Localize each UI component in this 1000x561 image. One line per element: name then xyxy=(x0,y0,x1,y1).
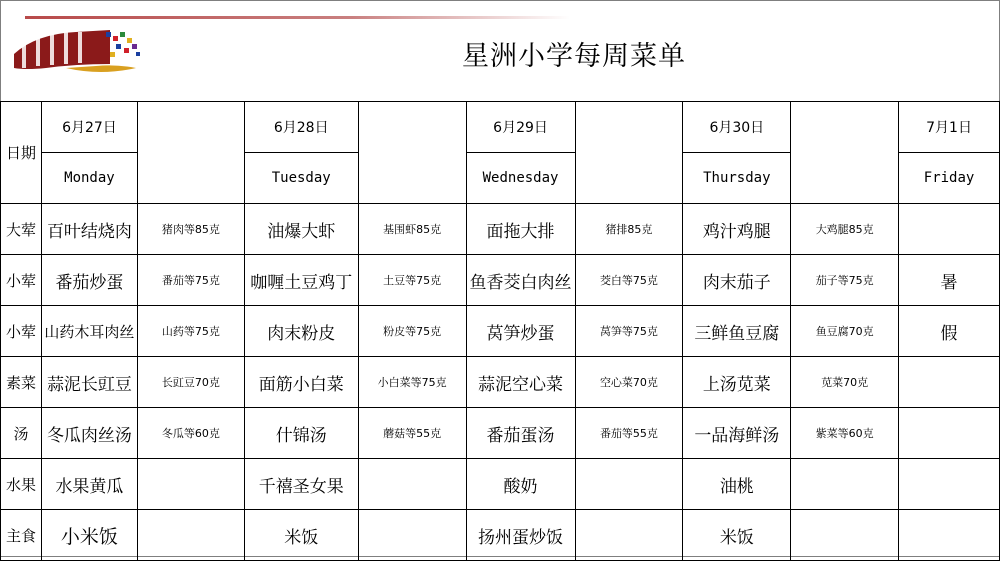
table-row xyxy=(1,408,1000,459)
blank-cell xyxy=(791,510,899,561)
row-label-staple: 主食 xyxy=(1,510,42,561)
dish-cell: 上汤苋菜 xyxy=(683,357,791,408)
dish-cell: 莴笋炒蛋 xyxy=(466,306,575,357)
date-friday: 7月1日 xyxy=(899,102,1000,153)
portion-cell: 基围虾85克 xyxy=(358,204,466,255)
blank-cell xyxy=(358,102,466,204)
row-label-veg: 素菜 xyxy=(1,357,42,408)
dish-cell: 鸡汁鸡腿 xyxy=(683,204,791,255)
date-tuesday: 6月28日 xyxy=(244,102,358,153)
row-label-big-meat: 大荤 xyxy=(1,204,42,255)
row-label-date: 日期 xyxy=(1,102,42,204)
dish-cell: 面筋小白菜 xyxy=(244,357,358,408)
date-row xyxy=(1,102,1000,153)
portion-cell: 山药等75克 xyxy=(137,306,244,357)
dish-cell: 小米饭 xyxy=(41,510,137,561)
dish-cell: 蒜泥空心菜 xyxy=(466,357,575,408)
dish-cell: 山药木耳肉丝 xyxy=(41,306,137,357)
blank-cell xyxy=(575,102,683,204)
weekday-thursday: Thursday xyxy=(683,153,791,204)
dish-cell: 水果黄瓜 xyxy=(41,459,137,510)
dish-cell: 蒜泥长豇豆 xyxy=(41,357,137,408)
portion-cell: 大鸡腿85克 xyxy=(791,204,899,255)
page-title: 星洲小学每周菜单 xyxy=(462,41,686,72)
portion-cell: 小白菜等75克 xyxy=(358,357,466,408)
school-logo xyxy=(6,24,146,76)
dish-cell: 咖喱土豆鸡丁 xyxy=(244,255,358,306)
row-label-fruit: 水果 xyxy=(1,459,42,510)
weekday-tuesday: Tuesday xyxy=(244,153,358,204)
dish-cell: 面拖大排 xyxy=(466,204,575,255)
dish-cell: 千禧圣女果 xyxy=(244,459,358,510)
table-row xyxy=(1,357,1000,408)
row-label-small-meat: 小荤 xyxy=(1,255,42,306)
dish-cell: 百叶结烧肉 xyxy=(41,204,137,255)
blank-cell xyxy=(137,102,244,204)
dish-cell: 油爆大虾 xyxy=(244,204,358,255)
dish-cell: 什锦汤 xyxy=(244,408,358,459)
blank-cell xyxy=(575,459,683,510)
portion-cell: 紫菜等60克 xyxy=(791,408,899,459)
weekday-monday: Monday xyxy=(41,153,137,204)
portion-cell: 茭白等75克 xyxy=(575,255,683,306)
dish-cell: 肉末粉皮 xyxy=(244,306,358,357)
dish-cell: 一品海鲜汤 xyxy=(683,408,791,459)
portion-cell: 茄子等75克 xyxy=(791,255,899,306)
portion-cell: 猪排85克 xyxy=(575,204,683,255)
blank-cell xyxy=(137,510,244,561)
date-monday: 6月27日 xyxy=(41,102,137,153)
table-row xyxy=(1,255,1000,306)
portion-cell: 番茄等75克 xyxy=(137,255,244,306)
dish-cell: 冬瓜肉丝汤 xyxy=(41,408,137,459)
row-label-soup: 汤 xyxy=(1,408,42,459)
blank-cell xyxy=(358,510,466,561)
table-row xyxy=(1,306,1000,357)
date-thursday: 6月30日 xyxy=(683,102,791,153)
dish-cell: 酸奶 xyxy=(466,459,575,510)
row-label-small-meat: 小荤 xyxy=(1,306,42,357)
portion-cell: 蘑菇等55克 xyxy=(358,408,466,459)
portion-cell: 空心菜70克 xyxy=(575,357,683,408)
portion-cell: 粉皮等75克 xyxy=(358,306,466,357)
portion-cell: 冬瓜等60克 xyxy=(137,408,244,459)
portion-cell: 长豇豆70克 xyxy=(137,357,244,408)
holiday-char: 暑 xyxy=(899,255,1000,306)
portion-cell: 莴笋等75克 xyxy=(575,306,683,357)
dish-cell: 三鲜鱼豆腐 xyxy=(683,306,791,357)
blank-cell xyxy=(899,357,1000,408)
weekly-menu-table xyxy=(0,101,1000,561)
dish-cell: 油桃 xyxy=(683,459,791,510)
dish-cell: 鱼香茭白肉丝 xyxy=(466,255,575,306)
table-row xyxy=(1,510,1000,561)
blank-cell xyxy=(899,408,1000,459)
portion-cell: 鱼豆腐70克 xyxy=(791,306,899,357)
dish-cell: 米饭 xyxy=(683,510,791,561)
dish-cell: 番茄蛋汤 xyxy=(466,408,575,459)
dish-cell: 肉末茄子 xyxy=(683,255,791,306)
header-rule xyxy=(25,16,570,19)
blank-cell xyxy=(358,459,466,510)
weekday-friday: Friday xyxy=(899,153,1000,204)
portion-cell: 苋菜70克 xyxy=(791,357,899,408)
blank-cell xyxy=(899,510,1000,561)
portion-cell: 番茄等55克 xyxy=(575,408,683,459)
dish-cell: 米饭 xyxy=(244,510,358,561)
blank-cell xyxy=(575,510,683,561)
table-row xyxy=(1,204,1000,255)
portion-cell: 土豆等75克 xyxy=(358,255,466,306)
portion-cell: 猪肉等85克 xyxy=(137,204,244,255)
blank-cell xyxy=(137,459,244,510)
blank-cell xyxy=(791,102,899,204)
weekday-wednesday: Wednesday xyxy=(466,153,575,204)
blank-cell xyxy=(899,459,1000,510)
table-row xyxy=(1,459,1000,510)
dish-cell: 番茄炒蛋 xyxy=(41,255,137,306)
holiday-char: 假 xyxy=(899,306,1000,357)
dish-cell: 扬州蛋炒饭 xyxy=(466,510,575,561)
blank-cell xyxy=(791,459,899,510)
date-wednesday: 6月29日 xyxy=(466,102,575,153)
blank-cell xyxy=(899,204,1000,255)
